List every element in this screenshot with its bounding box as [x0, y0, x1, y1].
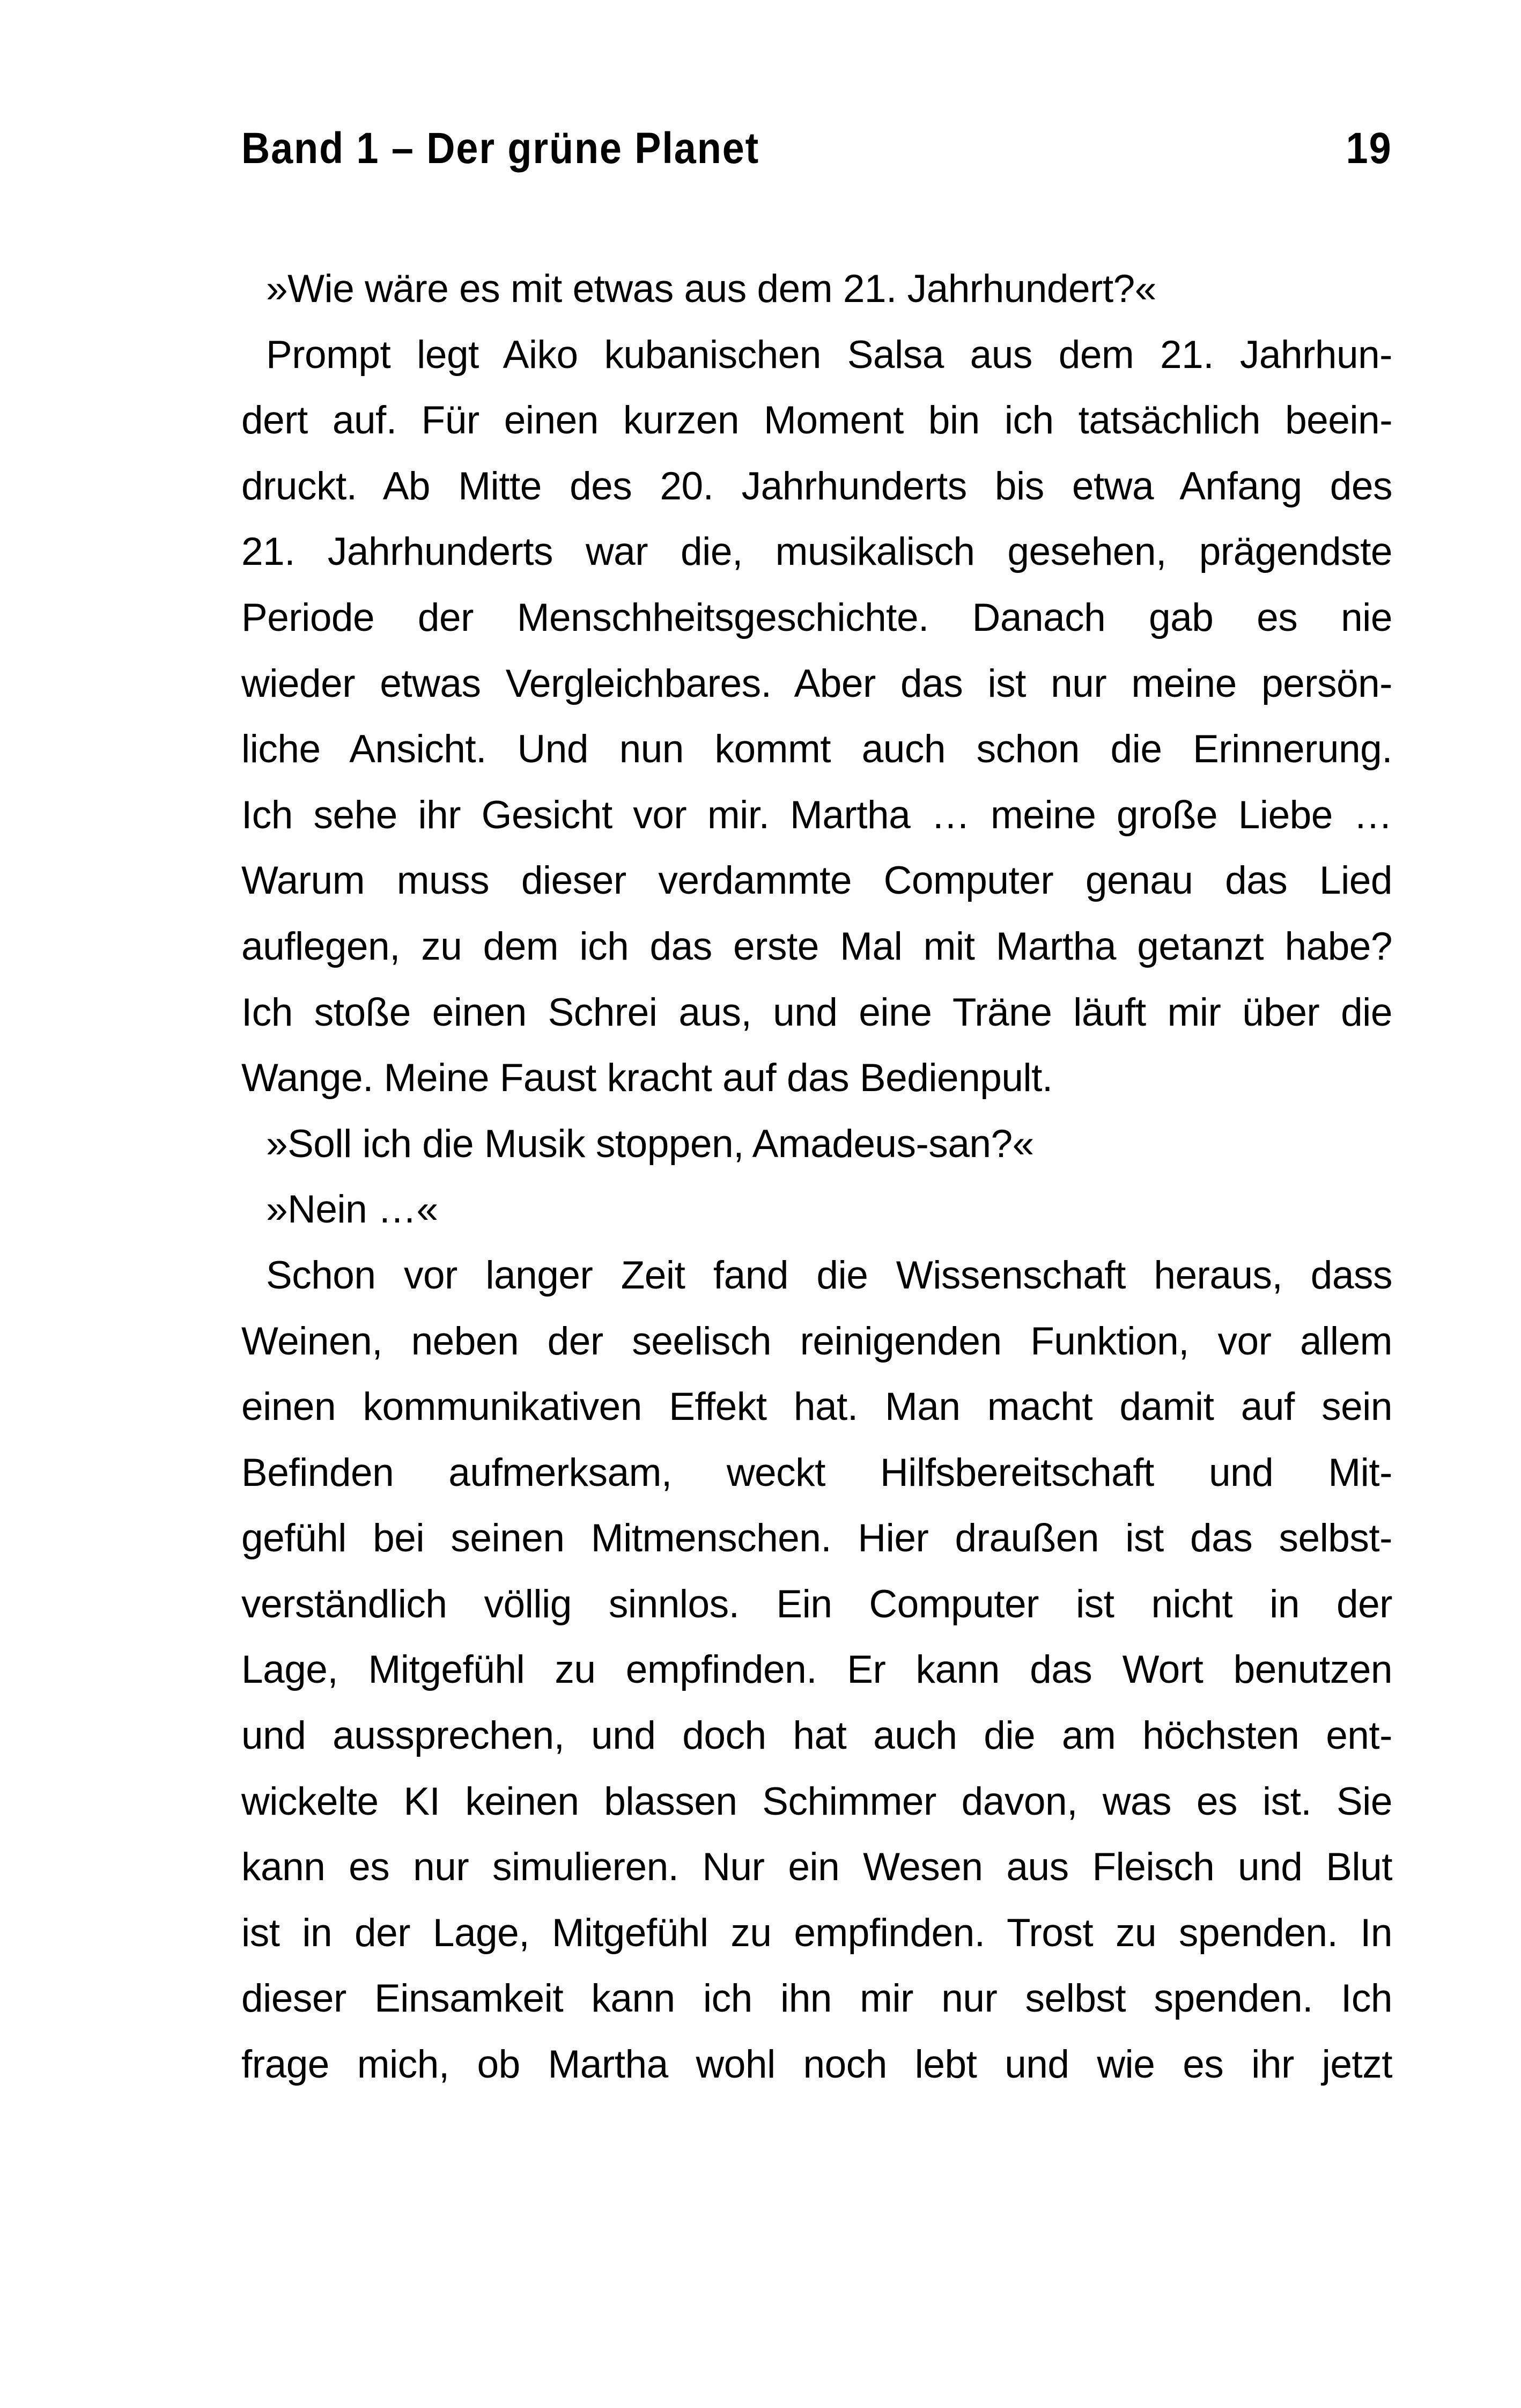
text-line: frage mich, ob Martha wohl noch lebt und wie es ihr jetzt [241, 2043, 1392, 2087]
text-line: dieser Einsamkeit kann ich ihn mir nur selbst spenden. Ich [241, 1977, 1392, 2021]
text-line: liche Ansicht. Und nun kommt auch schon die Erinnerung. [241, 727, 1392, 771]
text-line: wieder etwas Vergleichbares. Aber das ist nur meine persön- [241, 661, 1392, 705]
body-text-block [241, 256, 1392, 2098]
text-line: »Nein …« [266, 1188, 438, 1232]
text-line: Wange. Meine Faust kracht auf das Bedienpult. [241, 1056, 1053, 1100]
text-line: Schon vor langer Zeit fand die Wissenschaft heraus, dass [266, 1253, 1392, 1297]
text-line: gefühl bei seinen Mitmenschen. Hier draußen ist das selbst- [241, 1516, 1392, 1560]
text-line: kann es nur simulieren. Nur ein Wesen aus Fleisch und Blut [241, 1845, 1392, 1889]
text-line: verständlich völlig sinnlos. Ein Computer ist nicht in der [241, 1582, 1392, 1626]
text-line: wickelte KI keinen blassen Schimmer davon, was es ist. Sie [241, 1779, 1392, 1823]
running-header [241, 123, 1392, 173]
text-line: und aussprechen, und doch hat auch die am höchsten ent- [241, 1714, 1392, 1758]
text-line: Periode der Menschheitsgeschichte. Danach gab es nie [241, 595, 1392, 639]
page-number: 19 [1346, 123, 1392, 173]
text-line: Weinen, neben der seelisch reinigenden Funktion, vor allem [241, 1319, 1392, 1363]
text-line: druckt. Ab Mitte des 20. Jahrhunderts bis etwa Anfang des [241, 464, 1392, 508]
text-line: Ich sehe ihr Gesicht vor mir. Martha … meine große Liebe … [241, 793, 1392, 837]
running-header-title: Band 1 – Der grüne Planet [241, 123, 760, 173]
text-line: Prompt legt Aiko kubanischen Salsa aus dem 21. Jahrhun- [266, 333, 1392, 377]
text-line: einen kommunikativen Effekt hat. Man macht damit auf sein [241, 1385, 1392, 1429]
text-line: Ich stoße einen Schrei aus, und eine Träne läuft mir über die [241, 990, 1392, 1034]
text-line: »Wie wäre es mit etwas aus dem 21. Jahrhundert?« [266, 267, 1156, 311]
text-line: ist in der Lage, Mitgefühl zu empfinden. Trost zu spenden. In [241, 1911, 1392, 1955]
text-line: »Soll ich die Musik stoppen, Amadeus-san?« [266, 1122, 1034, 1166]
text-line: auflegen, zu dem ich das erste Mal mit Martha getanzt habe? [241, 924, 1392, 968]
text-line: dert auf. Für einen kurzen Moment bin ich tatsächlich beein- [241, 399, 1392, 443]
text-line: Lage, Mitgefühl zu empfinden. Er kann das Wort benutzen [241, 1648, 1392, 1692]
text-line: 21. Jahrhunderts war die, musikalisch gesehen, prägendste [241, 530, 1392, 574]
text-line: Befinden aufmerksam, weckt Hilfsbereitschaft und Mit- [241, 1450, 1392, 1494]
text-line: Warum muss dieser verdammte Computer genau das Lied [241, 859, 1392, 903]
